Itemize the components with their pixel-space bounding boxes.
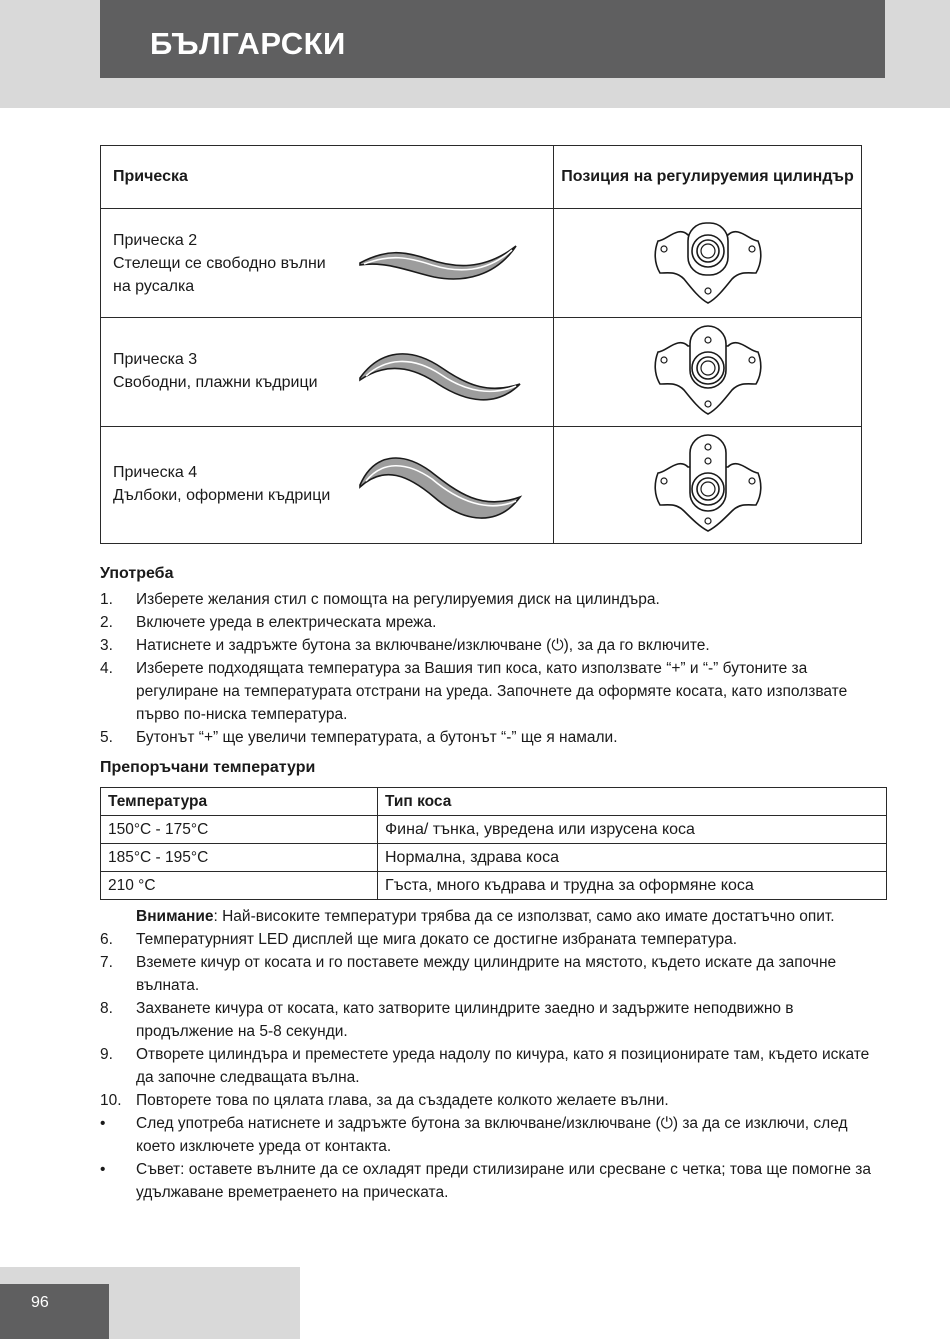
table-row: [101, 209, 862, 318]
hairstyle-table-header: [101, 146, 862, 209]
table-row: [101, 844, 887, 872]
warning-label: Внимание: [136, 908, 214, 925]
position-cell: [554, 318, 862, 427]
list-item: • Съвет: оставете вълните да се охладят преди стилизиране или сресване с четка; това ще помогне за удължаване времетраенето на прическата.: [100, 1161, 872, 1201]
temperature-value: 210 °C: [101, 872, 378, 900]
temperature-table-header: [101, 788, 887, 816]
list-item: 1. Изберете желания стил с помощта на регулируемия диск на цилиндъра.: [100, 591, 660, 608]
usage-steps: [100, 588, 890, 749]
style-label: Прическа 4 Дълбоки, оформени къдрици: [113, 464, 331, 504]
usage-title: Употреба: [100, 565, 174, 582]
hair-type-value: Фина/ тънка, увредена или изрусена коса: [378, 816, 887, 844]
col-header-position: Позиция на регулируемия цилиндър: [554, 146, 862, 209]
list-item: 6. Температурният LED дисплей ще мига докато се достигне избраната температура.: [100, 931, 738, 948]
list-item: 8. Захванете кичура от косата, като затворите цилиндрите заедно и задържите неподвижно в продължение на 5-8 секунди.: [100, 1000, 794, 1040]
position-cell: [554, 209, 862, 318]
col-header-temperature: Температура: [101, 788, 378, 816]
position-cell: [554, 427, 862, 544]
hair-type-value: Нормална, здрава коса: [378, 844, 887, 872]
list-item: 9. Отворете цилиндъра и преместете уреда надолу по кичура, като я позиционирате там, където искате да започне следващата вълна.: [100, 1046, 870, 1086]
cylinder-position-3-icon: [652, 324, 764, 416]
table-row: [101, 318, 862, 427]
cylinder-position-2-icon: [652, 217, 764, 305]
style-label: Прическа 2 Стелещи се свободно вълни на русалка: [113, 232, 326, 295]
warning-text: : Най-високите температури трябва да се използват, само ако имате достатъчно опит.: [213, 908, 835, 925]
style-cell: [101, 209, 554, 318]
list-item: • След употреба натиснете и задръжте бутона за включване/изключване (⏻) за да се изключи, след което изключете уреда от контакта.: [100, 1115, 848, 1155]
style-label: Прическа 3 Свободни, плажни къдрици: [113, 351, 318, 391]
temperature-value: 150°C - 175°C: [101, 816, 378, 844]
warning-note: [100, 905, 890, 928]
list-item: 5. Бутонът “+” ще увеличи температурата, а бутонът “-” ще я намали.: [100, 729, 618, 746]
hair-type-value: Гъста, много къдрава и трудна за оформяне коса: [378, 872, 887, 900]
list-item: 2. Включете уреда в електрическата мрежа.: [100, 614, 437, 631]
table-row: [101, 427, 862, 544]
table-row: [101, 872, 887, 900]
temps-title: Препоръчани температури: [100, 759, 316, 776]
temperature-value: 185°C - 195°C: [101, 844, 378, 872]
col-header-style: Прическа: [101, 146, 554, 209]
list-item: 4. Изберете подходящата температура за Вашия тип коса, като използвате “+” и “-” бутоните за регулиране на температурата отстрани на уреда. Започнете да оформяте косата, като използвате първо по-ниска температура.: [100, 660, 848, 723]
style-cell: [101, 427, 554, 544]
loose-wave-icon: [356, 241, 521, 291]
col-header-hair-type: Тип коса: [378, 788, 887, 816]
page-number: 96: [31, 1294, 49, 1311]
cylinder-position-4-icon: [652, 433, 764, 533]
page-number-box: [0, 1284, 109, 1339]
list-item: 10. Повторете това по цялата глава, за да създадете колкото желаете вълни.: [100, 1092, 669, 1109]
list-item: 3. Натиснете и задръжте бутона за включване/изключване (⏻), за да го включите.: [100, 637, 710, 654]
hairstyle-table: [100, 145, 862, 544]
list-item: 7. Вземете кичур от косата и го поставете между цилиндрите на мястото, където искате да започне вълната.: [100, 954, 837, 994]
table-row: [101, 816, 887, 844]
deep-wave-icon: [356, 445, 526, 527]
usage-steps-continued: [100, 905, 890, 1204]
style-cell: [101, 318, 554, 427]
language-title: БЪЛГАРСКИ: [150, 26, 346, 61]
beach-wave-icon: [356, 338, 526, 410]
language-header: [100, 0, 885, 78]
temperature-table: [100, 787, 887, 900]
